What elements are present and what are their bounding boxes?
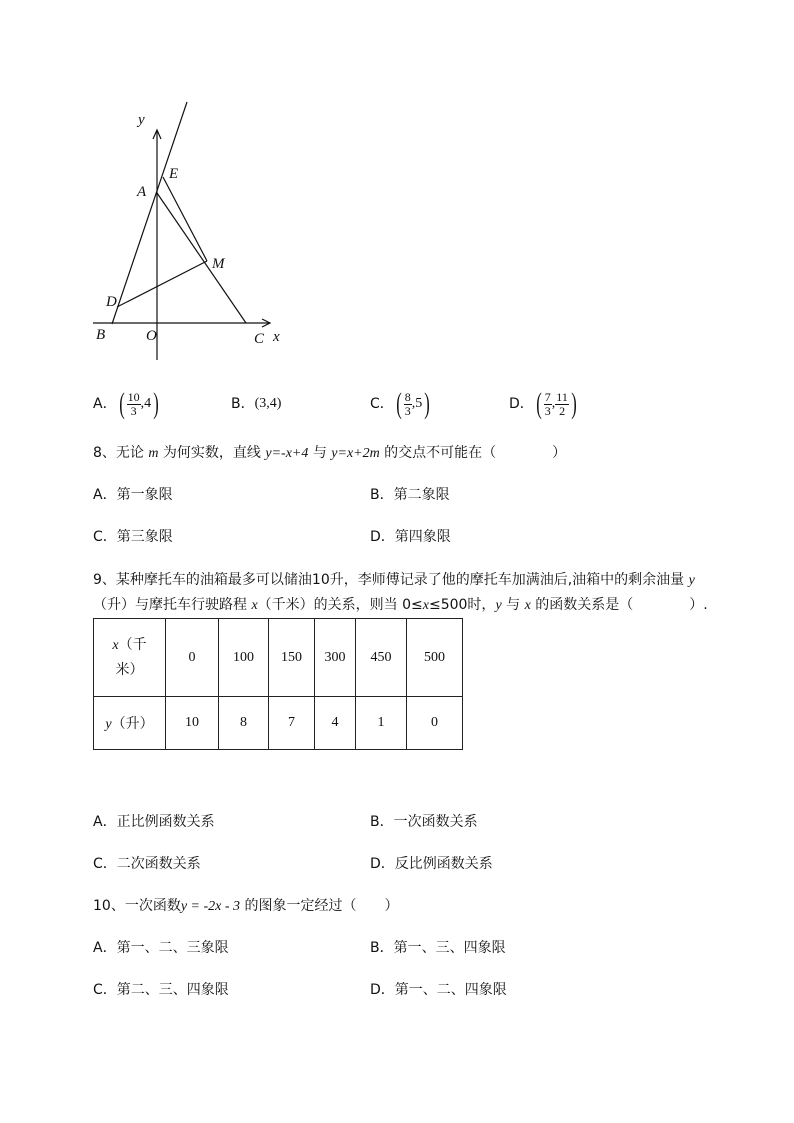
q10-option-a: A．第一、二、三象限 xyxy=(93,940,229,956)
label-y: y xyxy=(138,112,145,128)
q9-var-x: x xyxy=(251,598,258,613)
q9-option-a: A．正比例函数关系 xyxy=(93,814,215,830)
q9-text-1: 9、某种摩托车的油箱最多可以储油10升，李师傅记录了他的摩托车加满油后,油箱中的剩余油量 xyxy=(93,572,689,588)
q8-option-b: B．第二象限 xyxy=(370,487,450,503)
q7-option-a-letter: A． xyxy=(93,396,117,412)
label-d: D xyxy=(106,294,117,310)
q10-text-1: 10、一次函数 xyxy=(93,898,181,914)
label-c: C xyxy=(254,331,265,347)
table-cell-x-5: 500 xyxy=(407,619,463,697)
q9-text-5: 与 xyxy=(501,597,525,613)
q9-var-x-2: x xyxy=(422,598,429,613)
q8-option-d: D．第四象限 xyxy=(370,529,451,545)
table-header-y xyxy=(94,697,166,750)
table-row-x xyxy=(94,619,463,697)
table-header-x-var: x xyxy=(112,638,119,653)
q9-text-6: 的函数关系是（ ）. xyxy=(530,597,708,613)
q8-option-a: A．第一象限 xyxy=(93,487,173,503)
q10-text-2: 的图象一定经过（ ） xyxy=(240,898,399,914)
table-cell-y-4: 1 xyxy=(356,697,407,750)
q8-text-2: 为何实数，直线 xyxy=(158,445,266,461)
q8-stem xyxy=(93,444,566,463)
q7-option-d-close-paren: ) xyxy=(571,387,577,420)
q7-option-b-letter: B． xyxy=(231,396,255,412)
q7-option-d-denominator-1: 3 xyxy=(544,403,551,418)
q7-option-d-open-paren: ( xyxy=(536,387,542,420)
q7-option-c-numerator: 8 xyxy=(404,389,411,404)
q7-option-d xyxy=(509,384,579,424)
q7-option-a-open-paren: ( xyxy=(118,387,125,420)
q7-option-a-fraction xyxy=(127,391,141,418)
q9-text-3: （千米）的关系，则当 0≤ xyxy=(257,597,423,613)
q9-option-b: B．一次函数关系 xyxy=(370,814,478,830)
q8-option-c: C．第三象限 xyxy=(93,529,173,545)
label-x: x xyxy=(273,329,280,345)
q7-option-d-comma: , xyxy=(551,396,556,411)
segment-em xyxy=(163,177,207,261)
q7-option-a-second: ,4 xyxy=(140,396,152,411)
table-header-x xyxy=(94,619,166,697)
q7-option-d-denominator-2: 2 xyxy=(559,403,566,418)
q9-option-d: D．反比例函数关系 xyxy=(370,856,493,872)
q8-text-4: 的交点不可能在（ ） xyxy=(379,445,567,461)
table-cell-y-0: 10 xyxy=(166,697,219,750)
q7-option-a xyxy=(93,384,161,424)
q7-option-d-fraction-1 xyxy=(544,391,552,418)
table-cell-x-0: 0 xyxy=(166,619,219,697)
table-cell-y-5: 0 xyxy=(407,697,463,750)
q7-option-c-letter: C． xyxy=(370,396,394,412)
q8-equation-1: y=-x+4 xyxy=(265,446,309,461)
q10-option-b: B．第一、三、四象限 xyxy=(370,940,506,956)
q9-var-y: y xyxy=(688,573,695,588)
q9-var-x-3: x xyxy=(524,598,531,613)
q7-option-b-value: (3,4) xyxy=(254,396,282,411)
q9-data-table xyxy=(93,618,463,750)
q8-text-3: 与 xyxy=(308,445,332,461)
q7-option-d-numerator-2: 11 xyxy=(556,389,568,404)
label-a: A xyxy=(137,184,147,200)
table-header-y-var: y xyxy=(105,717,112,732)
table-cell-x-1: 100 xyxy=(219,619,269,697)
q10-option-d: D．第一、二、四象限 xyxy=(370,982,507,998)
table-header-x-unit-1: （千 xyxy=(118,637,147,653)
segment-ac xyxy=(157,193,246,323)
table-cell-x-3: 300 xyxy=(315,619,356,697)
table-row-y xyxy=(94,697,463,750)
label-e: E xyxy=(169,166,179,182)
table-header-y-unit: （升） xyxy=(111,716,154,732)
table-cell-y-1: 8 xyxy=(219,697,269,750)
q7-option-c-fraction xyxy=(404,391,412,418)
q9-stem-line-1 xyxy=(93,571,695,590)
q7-option-d-letter: D． xyxy=(509,396,534,412)
q9-text-2: （升）与摩托车行驶路程 xyxy=(93,597,252,613)
q7-option-c-open-paren: ( xyxy=(396,387,402,420)
q10-option-c: C．第二、三、四象限 xyxy=(93,982,229,998)
table-cell-y-2: 7 xyxy=(269,697,315,750)
q7-option-c-denominator: 3 xyxy=(404,403,411,418)
q8-var-m: m xyxy=(148,446,159,461)
q7-option-c-second: ,5 xyxy=(411,396,423,411)
q10-stem xyxy=(93,897,398,916)
q7-option-a-close-paren: ) xyxy=(153,387,159,420)
q8-equation-2: y=x+2m xyxy=(331,446,380,461)
q7-option-a-numerator: 10 xyxy=(127,389,140,404)
table-header-x-unit-2: 米） xyxy=(115,662,144,678)
q7-option-c xyxy=(370,384,432,424)
q7-option-b xyxy=(231,384,281,424)
q7-option-d-numerator-1: 7 xyxy=(544,389,551,404)
label-o: O xyxy=(146,328,157,344)
q9-var-y-2: y xyxy=(495,598,502,613)
table-cell-y-3: 4 xyxy=(315,697,356,750)
q9-text-4: ≤500时， xyxy=(428,597,496,613)
q7-option-d-fraction-2 xyxy=(555,391,569,418)
q7-option-c-close-paren: ) xyxy=(424,387,431,420)
label-b: B xyxy=(96,327,106,343)
q9-option-c: C．二次函数关系 xyxy=(93,856,201,872)
label-m: M xyxy=(212,256,225,272)
q9-stem-line-2 xyxy=(93,596,708,615)
table-cell-x-2: 150 xyxy=(269,619,315,697)
geometry-figure xyxy=(85,95,300,365)
q8-text-1: 8、无论 xyxy=(93,445,149,461)
q10-equation: y = -2x - 3 xyxy=(180,899,241,914)
table-cell-x-4: 450 xyxy=(356,619,407,697)
q7-option-a-denominator: 3 xyxy=(130,403,137,418)
